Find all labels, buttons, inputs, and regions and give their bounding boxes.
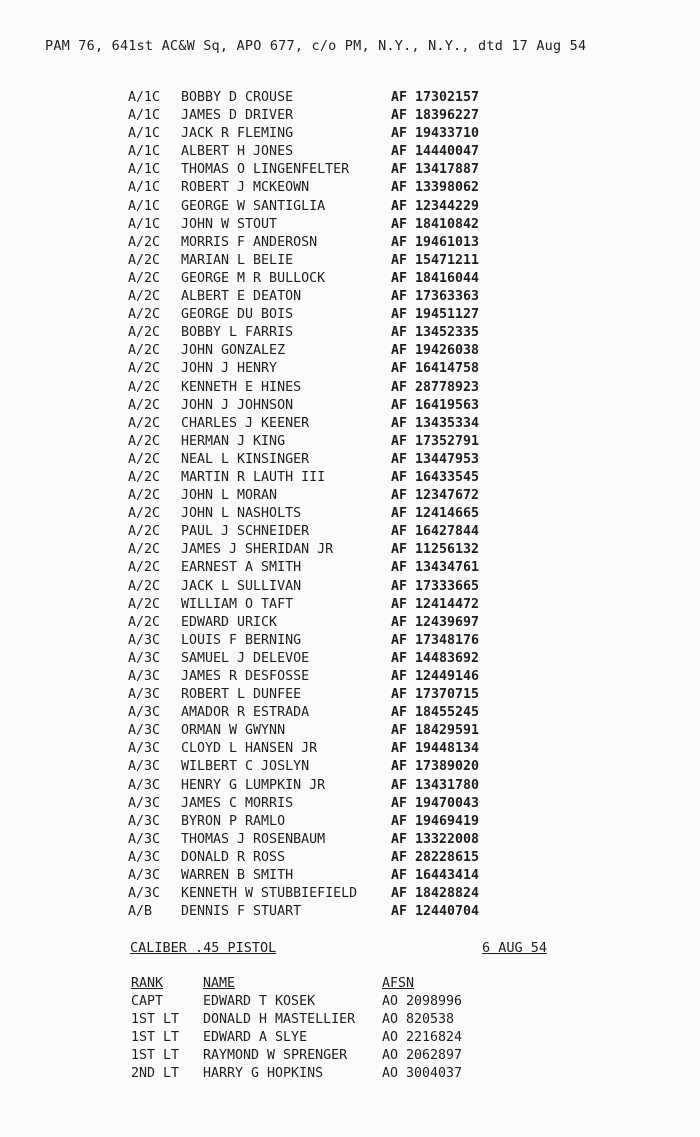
service-number-cell: AF 12344229 (391, 198, 480, 214)
officer-rank-cell: 2ND LT (131, 1066, 180, 1082)
service-number-cell: AF 28778923 (391, 379, 480, 395)
name-cell: GEORGE W SANTIGLIA (181, 198, 326, 214)
rank-cell: A/2C (128, 415, 161, 431)
name-cell: KENNETH W STUBBIEFIELD (181, 886, 358, 902)
rank-cell: A/2C (128, 596, 161, 612)
service-number-cell: AF 28228615 (391, 849, 480, 865)
service-number-cell: AF 14440047 (391, 144, 480, 160)
name-cell: JAMES J SHERIDAN JR (181, 542, 334, 558)
service-number-cell: AF 18429591 (391, 723, 480, 739)
service-number-cell: AF 13398062 (391, 180, 480, 196)
name-cell: ORMAN W GWYNN (181, 723, 286, 739)
rank-cell: A/2C (128, 488, 161, 504)
rank-cell: A/2C (128, 343, 161, 359)
officer-name-cell: EDWARD T KOSEK (203, 994, 316, 1010)
service-number-cell: AF 17302157 (391, 90, 480, 105)
rank-cell: A/3C (128, 831, 161, 847)
name-cell: JOHN W STOUT (181, 216, 278, 232)
service-number-cell: AF 16427844 (391, 524, 480, 540)
rank-cell: A/3C (128, 886, 161, 902)
rank-cell: A/2C (128, 506, 161, 522)
name-cell: JAMES C MORRIS (181, 795, 294, 811)
service-number-cell: AF 13431780 (391, 777, 480, 793)
name-cell: SAMUEL J DELEVOE (181, 650, 310, 666)
officer-name-cell: RAYMOND W SPRENGER (203, 1048, 348, 1064)
rank-cell: A/3C (128, 868, 161, 884)
rank-cell: A/3C (128, 795, 161, 811)
service-number-cell: AF 17389020 (391, 759, 480, 775)
rank-cell: A/3C (128, 650, 161, 666)
officer-afsn-cell: AO 820538 (382, 1012, 455, 1028)
service-number-cell: AF 15471211 (391, 252, 480, 268)
service-number-cell: AF 12347672 (391, 488, 480, 504)
rank-cell: A/1C (128, 216, 161, 232)
officer-name-cell: HARRY G HOPKINS (203, 1066, 324, 1082)
service-number-cell: AF 19469419 (391, 813, 480, 829)
service-number-cell: AF 18455245 (391, 705, 480, 721)
rank-cell: A/3C (128, 632, 161, 648)
service-number-cell: AF 13435334 (391, 415, 480, 431)
officer-rank-cell: 1ST LT (131, 1048, 180, 1064)
service-number-cell: AF 12449146 (391, 669, 480, 684)
service-number-cell: AF 19426038 (391, 343, 480, 359)
rank-cell: A/1C (128, 126, 161, 142)
officer-rank-cell: 1ST LT (131, 1030, 180, 1046)
service-number-cell: AF 12439697 (391, 614, 480, 630)
section-date: 6 AUG 54 (482, 940, 548, 956)
name-cell: JOHN L MORAN (181, 488, 278, 504)
rank-cell: A/3C (128, 669, 161, 684)
service-number-cell: AF 13452335 (391, 325, 480, 341)
name-cell: JACK R FLEMING (181, 126, 294, 142)
service-number-cell: AF 17333665 (391, 578, 480, 594)
name-cell: PAUL J SCHNEIDER (181, 524, 310, 540)
officer-rank-cell: CAPT (131, 994, 164, 1010)
service-number-cell: AF 13434761 (391, 560, 480, 576)
rank-cell: A/1C (128, 198, 161, 214)
name-cell: MARTIN R LAUTH III (181, 469, 326, 485)
service-number-cell: AF 19433710 (391, 126, 480, 142)
officer-afsn-cell: AO 3004037 (382, 1066, 463, 1082)
document-header: PAM 76, 641st AC&W Sq, APO 677, c/o PM, N.Y., N.Y., dtd 17 Aug 54 (45, 38, 587, 54)
officer-rank-cell: 1ST LT (131, 1012, 180, 1028)
rank-cell: A/3C (128, 705, 161, 721)
service-number-cell: AF 13447953 (391, 451, 480, 467)
name-cell: DENNIS F STUART (181, 904, 302, 920)
service-number-cell: AF 17363363 (391, 289, 480, 305)
service-number-cell: AF 12414472 (391, 596, 480, 612)
service-number-cell: AF 13322008 (391, 831, 480, 847)
officer-afsn-cell: AO 2062897 (382, 1048, 463, 1064)
rank-cell: A/2C (128, 433, 161, 449)
officer-afsn-cell: AO 2216824 (382, 1030, 463, 1046)
name-cell: GEORGE DU BOIS (181, 307, 294, 323)
name-cell: THOMAS O LINGENFELTER (181, 162, 350, 178)
service-number-cell: AF 18416044 (391, 270, 480, 286)
service-number-cell: AF 17370715 (391, 687, 480, 703)
rank-cell: A/2C (128, 542, 161, 558)
rank-cell: A/2C (128, 451, 161, 467)
name-cell: LOUIS F BERNING (181, 632, 302, 648)
service-number-cell: AF 19470043 (391, 795, 480, 811)
name-cell: MARIAN L BELIE (181, 252, 294, 268)
service-number-cell: AF 18396227 (391, 108, 480, 124)
officer-name-cell: EDWARD A SLYE (203, 1030, 308, 1046)
rank-cell: A/2C (128, 469, 161, 485)
name-cell: CLOYD L HANSEN JR (181, 741, 318, 757)
name-cell: BYRON P RAMLO (181, 813, 286, 829)
section-title: CALIBER .45 PISTOL (130, 940, 277, 956)
rank-cell: A/1C (128, 144, 161, 160)
rank-cell: A/2C (128, 289, 161, 305)
name-cell: CHARLES J KEENER (181, 415, 310, 431)
service-number-cell: AF 17352791 (391, 433, 480, 449)
rank-cell: A/3C (128, 759, 161, 775)
name-cell: JOHN J JOHNSON (181, 397, 294, 413)
rank-cell: A/3C (128, 687, 161, 703)
name-cell: WILBERT C JOSLYN (181, 759, 310, 775)
rank-cell: A/3C (128, 777, 161, 793)
service-number-cell: AF 16414758 (391, 361, 480, 377)
name-cell: ALBERT H JONES (181, 144, 294, 160)
service-number-cell: AF 18410842 (391, 216, 480, 232)
rank-cell: A/1C (128, 162, 161, 178)
name-cell: MORRIS F ANDEROSN (181, 234, 318, 250)
rank-cell: A/2C (128, 614, 161, 630)
name-cell: JOHN GONZALEZ (181, 343, 286, 359)
rank-cell: A/1C (128, 90, 161, 105)
rank-cell: A/2C (128, 270, 161, 286)
service-number-cell: AF 19451127 (391, 307, 480, 323)
rank-cell: A/2C (128, 560, 161, 576)
name-cell: BOBBY D CROUSE (181, 90, 294, 105)
name-cell: EARNEST A SMITH (181, 560, 302, 576)
name-cell: ALBERT E DEATON (181, 289, 302, 305)
name-cell: NEAL L KINSINGER (181, 451, 310, 467)
name-cell: JACK L SULLIVAN (181, 578, 302, 594)
service-number-cell: AF 16419563 (391, 397, 480, 413)
rank-cell: A/2C (128, 397, 161, 413)
name-cell: JOHN L NASHOLTS (181, 506, 302, 522)
rank-cell: A/3C (128, 723, 161, 739)
name-cell: WARREN B SMITH (181, 868, 294, 884)
name-cell: GEORGE M R BULLOCK (181, 270, 326, 286)
rank-cell: A/2C (128, 234, 161, 250)
rank-cell: A/2C (128, 379, 161, 395)
rank-cell: A/1C (128, 180, 161, 196)
rank-cell: A/2C (128, 307, 161, 323)
service-number-cell: AF 11256132 (391, 542, 480, 558)
rank-cell: A/2C (128, 361, 161, 377)
rank-cell: A/B (128, 904, 153, 920)
name-cell: WILLIAM O TAFT (181, 596, 294, 612)
name-cell: JAMES R DESFOSSE (181, 669, 310, 684)
rank-cell: A/3C (128, 849, 161, 865)
officer-afsn-cell: AO 2098996 (382, 994, 463, 1010)
rank-cell: A/3C (128, 813, 161, 829)
name-cell: KENNETH E HINES (181, 379, 302, 395)
name-cell: ROBERT L DUNFEE (181, 687, 302, 703)
rank-cell: A/2C (128, 524, 161, 540)
name-cell: HERMAN J KING (181, 433, 286, 449)
service-number-cell: AF 17348176 (391, 632, 480, 648)
rank-cell: A/1C (128, 108, 161, 124)
officer-name-cell: DONALD H MASTELLIER (203, 1012, 356, 1028)
name-cell: THOMAS J ROSENBAUM (181, 831, 326, 847)
name-cell: AMADOR R ESTRADA (181, 705, 310, 721)
name-cell: JOHN J HENRY (181, 361, 278, 377)
name-cell: ROBERT J MCKEOWN (181, 180, 310, 196)
service-number-cell: AF 19448134 (391, 741, 480, 757)
name-cell: EDWARD URICK (181, 614, 278, 630)
afsn-column-header: AFSN (382, 976, 415, 991)
name-cell: BOBBY L FARRIS (181, 325, 294, 341)
rank-cell: A/2C (128, 252, 161, 268)
rank-cell: A/2C (128, 325, 161, 341)
service-number-cell: AF 18428824 (391, 886, 480, 902)
name-cell: JAMES D DRIVER (181, 108, 294, 124)
rank-cell: A/2C (128, 578, 161, 594)
rank-cell: A/3C (128, 741, 161, 757)
service-number-cell: AF 16443414 (391, 868, 480, 884)
rank-column-header: RANK (131, 976, 164, 991)
service-number-cell: AF 13417887 (391, 162, 480, 178)
service-number-cell: AF 12440704 (391, 904, 480, 920)
name-cell: DONALD R ROSS (181, 849, 286, 865)
service-number-cell: AF 14483692 (391, 650, 480, 666)
name-cell: HENRY G LUMPKIN JR (181, 777, 326, 793)
name-column-header: NAME (203, 976, 236, 991)
service-number-cell: AF 19461013 (391, 234, 480, 250)
service-number-cell: AF 12414665 (391, 506, 480, 522)
service-number-cell: AF 16433545 (391, 469, 480, 485)
